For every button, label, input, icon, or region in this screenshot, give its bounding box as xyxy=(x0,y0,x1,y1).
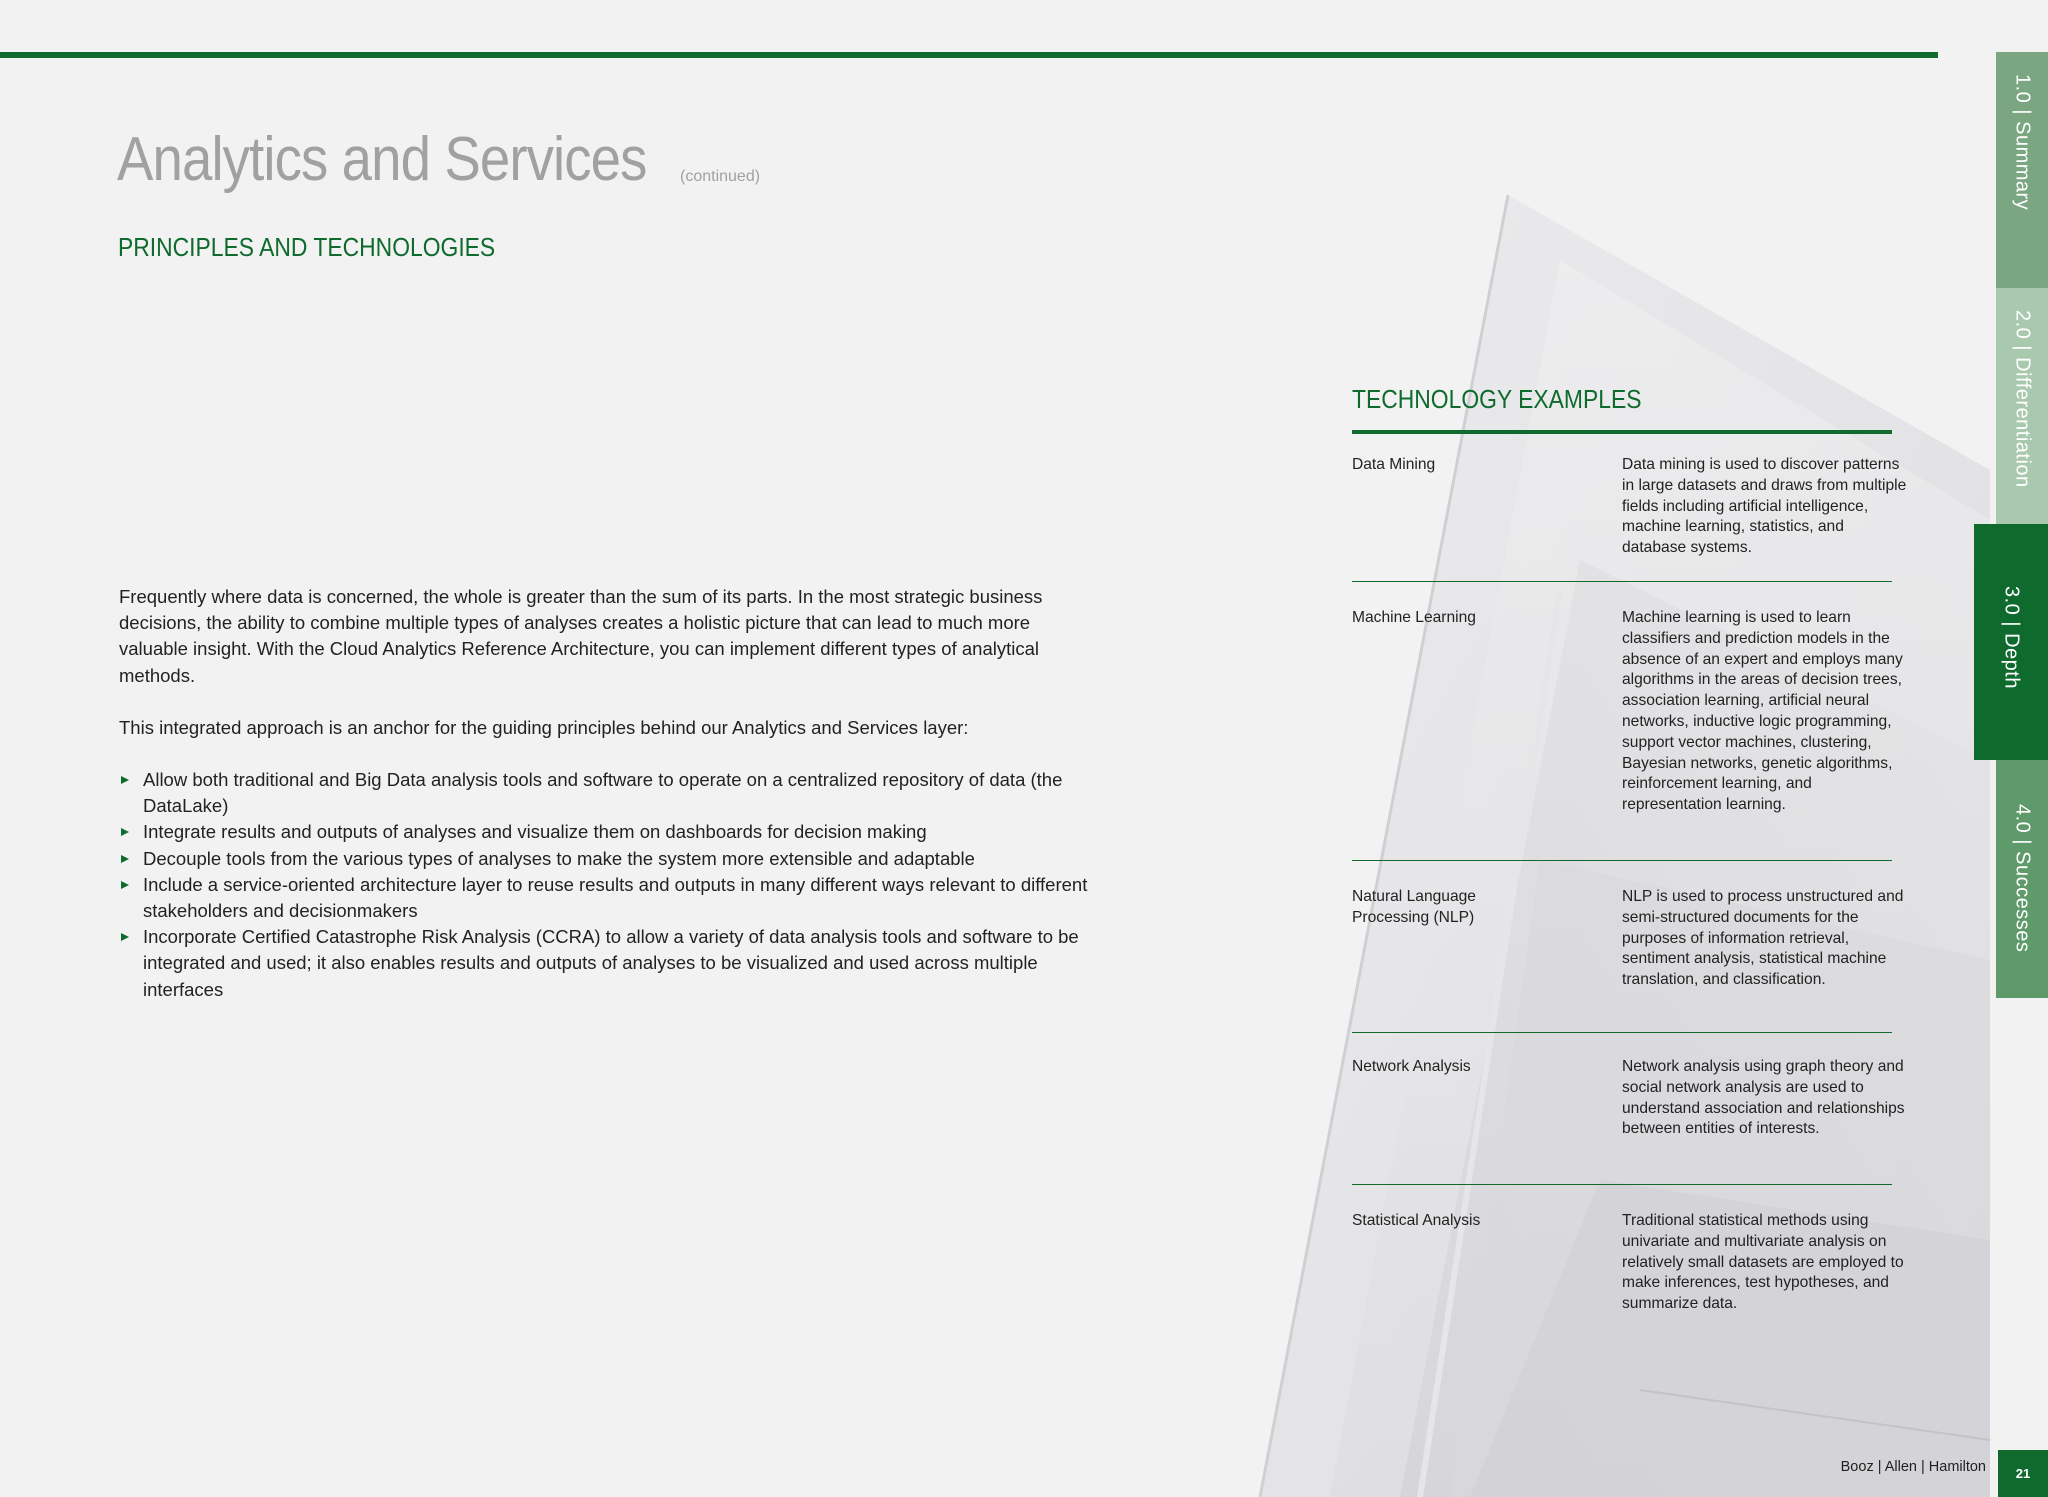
list-item xyxy=(119,767,1099,819)
section-heading: PRINCIPLES AND TECHNOLOGIES xyxy=(118,232,496,262)
body-text xyxy=(119,584,1099,1003)
tech-description: Data mining is used to discover patterns in large datasets and draws from multiple fields including artificial intelligence, machine learning, statistics, and database systems. xyxy=(1622,456,1907,557)
bullet-triangle-icon xyxy=(121,828,129,836)
bullet-triangle-icon xyxy=(121,881,129,889)
list-item xyxy=(119,924,1099,1003)
tech-description: NLP is used to process unstructured and semi-structured documents for the purposes of information retrieval, sentiment analysis, statistical machine translation, and classification. xyxy=(1622,888,1904,989)
list-item-text: Decouple tools from the various types of analyses to make the system more extensible and adaptable xyxy=(143,847,975,869)
bullet-triangle-icon xyxy=(121,933,129,941)
list-item-text: Integrate results and outputs of analyses and visualize them on dashboards for decision making xyxy=(143,821,927,843)
list-item xyxy=(119,872,1099,924)
list-item-text: Include a service-oriented architecture layer to reuse results and outputs in many different ways relevant to different stakeholders and decisionmakers xyxy=(143,873,1088,922)
principles-intro-paragraph: This integrated approach is an anchor for the guiding principles behind our Analytics and Services layer: xyxy=(119,716,969,738)
page-number: 21 xyxy=(1998,1450,2048,1497)
intro-paragraph: Frequently where data is concerned, the whole is greater than the sum of its parts. In the most strategic business decisions, the ability to combine multiple types of analyses creates a holistic picture that can lead to much more valuable insight. With the Cloud Analytics Reference Architecture, you can implement different types of analytical methods. xyxy=(119,586,1043,686)
footer-brand-logo: Booz | Allen | Hamilton xyxy=(1840,1459,1986,1475)
page-title-text: Analytics and Services xyxy=(117,125,647,194)
tech-term: Network Analysis xyxy=(1352,1058,1471,1075)
tab-successes[interactable] xyxy=(1996,760,2048,998)
tab-depth[interactable] xyxy=(1974,524,2048,760)
tech-description: Network analysis using graph theory and social network analysis are used to understand association and relationships between entities of interests. xyxy=(1622,1058,1905,1138)
tab-differentiation-label: 2.0 | Differentiation xyxy=(2011,310,2034,488)
list-item-text: Incorporate Certified Catastrophe Risk Analysis (CCRA) to allow a variety of data analysis tools and software to be integrated and used; it also enables results and outputs of analyses to be visualized and used across multiple interfaces xyxy=(143,926,1079,1000)
tab-summary[interactable] xyxy=(1996,52,2048,288)
list-item xyxy=(119,819,1099,845)
tech-term: Natural Language Processing (NLP) xyxy=(1352,888,1476,926)
principles-list xyxy=(119,767,1099,1003)
tech-divider xyxy=(1352,860,1892,861)
bullet-triangle-icon xyxy=(121,776,129,784)
tech-divider xyxy=(1352,581,1892,582)
tab-depth-label: 3.0 | Depth xyxy=(2000,586,2023,689)
bullet-triangle-icon xyxy=(121,855,129,863)
header-rule xyxy=(0,52,1938,58)
tech-description: Traditional statistical methods using univariate and multivariate analysis on relatively small datasets are employed to make inferences, test hypotheses, and summarize data. xyxy=(1622,1212,1904,1313)
list-item-text: Allow both traditional and Big Data analysis tools and software to operate on a centralized repository of data (the DataLake) xyxy=(143,769,1063,817)
list-item xyxy=(119,846,1099,872)
tech-divider xyxy=(1352,1032,1892,1033)
tech-term: Statistical Analysis xyxy=(1352,1212,1481,1229)
tab-successes-label: 4.0 | Successes xyxy=(2011,804,2034,953)
tech-description: Machine learning is used to learn classifiers and prediction models in the absence of an expert and employs many algorithms in the areas of decision trees, association learning, artificial neural networks, inductive logic programming, support vector machines, clustering, Bayesian networks, genetic algorithms, reinforcement learning, and representation learning. xyxy=(1622,609,1903,814)
page-title-continued: (continued) xyxy=(680,168,761,185)
technology-examples-heading: TECHNOLOGY EXAMPLES xyxy=(1352,384,1642,414)
tech-term: Data Mining xyxy=(1352,456,1436,473)
tab-differentiation[interactable] xyxy=(1996,288,2048,524)
technology-examples-rule xyxy=(1352,430,1892,434)
tech-term: Machine Learning xyxy=(1352,609,1476,626)
page-title xyxy=(117,124,761,195)
tech-divider xyxy=(1352,1184,1892,1185)
tab-summary-label: 1.0 | Summary xyxy=(2011,74,2034,211)
